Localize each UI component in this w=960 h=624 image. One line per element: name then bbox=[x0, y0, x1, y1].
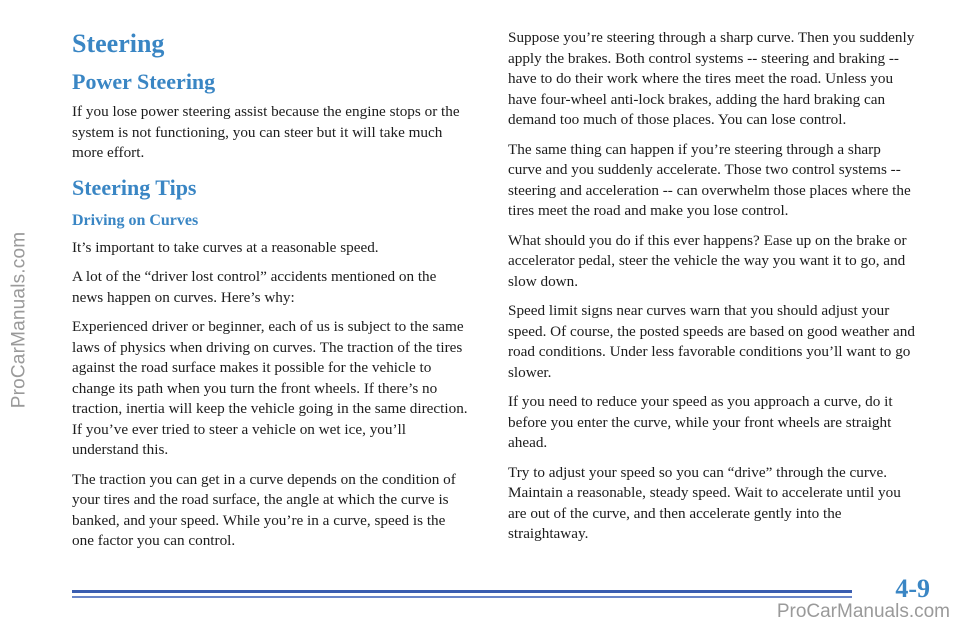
right-column bbox=[508, 28, 918, 554]
left-paragraph: The traction you can get in a curve depends on the condition of your tires and the road surface, the angle at which the curve is banked, and your speed. While you’re in a curve, speed is the one factor you can control. bbox=[72, 470, 456, 549]
steering-tips-heading: Steering Tips bbox=[72, 174, 197, 200]
right-paragraph: Speed limit signs near curves warn that you should adjust your speed. Of course, the posted speeds are based on good weather and road conditions. Under less favorable conditions you’ll want to go slower. bbox=[508, 302, 915, 381]
power-steering-paragraph: If you lose power steering assist because the engine stops or the system is not functioning, you can steer but it will take much more effort. bbox=[72, 103, 460, 161]
power-steering-heading: Power Steering bbox=[72, 69, 216, 94]
right-paragraph: The same thing can happen if you’re steering through a sharp curve and you suddenly accelerate. Those two control systems -- steering and acceleration -- can overwhelm those places where the tires meet the road and make you lose control. bbox=[508, 140, 911, 219]
section-title: Steering bbox=[72, 29, 165, 58]
side-watermark bbox=[6, 40, 32, 600]
right-paragraph: Try to adjust your speed so you can “drive” through the curve. Maintain a reasonable, steady speed. Wait to accelerate until you are out of the curve, and then accelerate gently into the straightaway. bbox=[508, 463, 901, 542]
footer-rule-thin bbox=[72, 596, 852, 598]
page-number: 4-9 bbox=[895, 574, 930, 603]
left-column bbox=[72, 28, 470, 561]
footer-rule bbox=[72, 590, 852, 593]
left-paragraph: Experienced driver or beginner, each of us is subject to the same laws of physics when driving on curves. The traction of the tires against the road surface makes it possible for the vehicle to change its path when you turn the front wheels. If there’s no traction, inertia will keep the vehicle going in the same direction. If you’ve ever tried to steer a vehicle on wet ice, you’ll understand this. bbox=[72, 318, 468, 458]
left-paragraph: It’s important to take curves at a reasonable speed. bbox=[72, 238, 379, 256]
right-paragraph: If you need to reduce your speed as you approach a curve, do it before you enter the curve, while your front wheels are straight ahead. bbox=[508, 393, 893, 451]
watermark-text: ProCarManuals.com bbox=[8, 231, 30, 409]
right-paragraph: What should you do if this ever happens? Ease up on the brake or accelerator pedal, steer the vehicle the way you want it to go, and slow down. bbox=[508, 231, 907, 290]
footer-site-text: ProCarManuals.com bbox=[776, 601, 950, 622]
driving-on-curves-heading: Driving on Curves bbox=[72, 211, 199, 229]
left-paragraph: A lot of the “driver lost control” accidents mentioned on the news happen on curves. Here’s why: bbox=[72, 268, 437, 306]
right-paragraph: Suppose you’re steering through a sharp curve. Then you suddenly apply the brakes. Both control systems -- steering and braking -- have to do their work where the tires meet the road. Unless you have four-wheel anti-lock brakes, adding the hard braking can demand too much of those places. You can lose control. bbox=[508, 29, 915, 128]
